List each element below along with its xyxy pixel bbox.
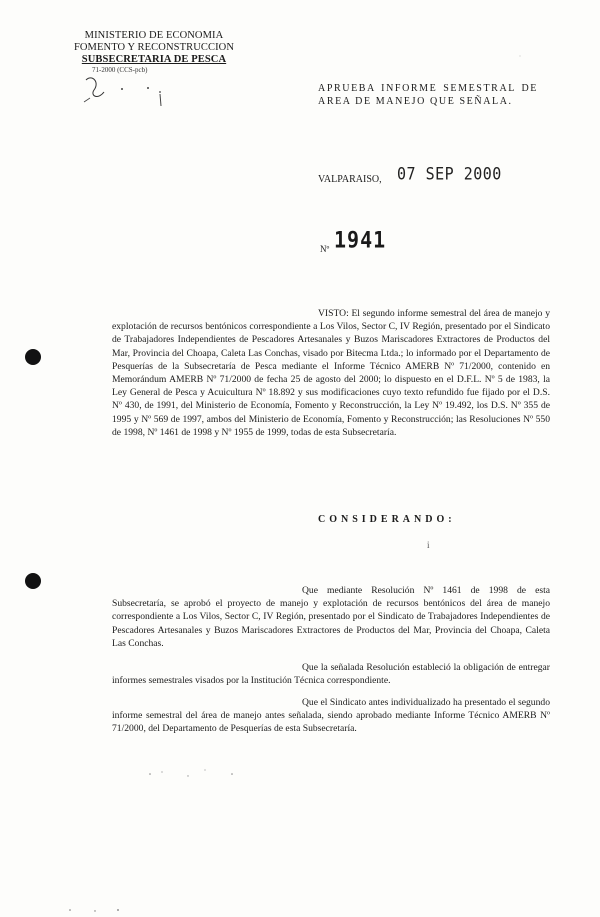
ministry-subtitle: FOMENTO Y RECONSTRUCCION: [73, 42, 235, 53]
reference-code: 71-2000 (CCS-pcb): [92, 66, 148, 74]
considerando-paragraph-2: Que la señalada Resolución estableció la obligación de entregar informes semestrales visados por la Institución Técnica correspondiente.: [112, 662, 550, 687]
visto-paragraph: VISTO: El segundo informe semestral del área de manejo y explotación de recursos bentónicos correspondiente a Los Vilos, Sector C, IV Región, presentado por el Sindicato de Trabajadores Independientes de Pescadores Artesanales y Buzos Mariscadores Extractores de Productos del Mar, Provincia del Choapa, Caleta Las Conchas, visado por Bitecma Ltda.; lo informado por el Departamento de Pesquerías de la Subsecretaría de Pesca mediante el Informe Técnico AMERB Nº 71/2000, contenido en Memorándum AMERB Nº 71/2000 de fecha 25 de agosto del 2000; lo dispuesto en el D.F.L. Nº 5 de 1983, la Ley General de Pesca y Acuicultura Nº 18.892 y sus modificaciones cuyo texto refundido fue fijado por el D.S. Nº 430, de 1991, del Ministerio de Economía, Fomento y Reconstrucción, la Ley Nº 19.492, los D.S. Nº 355 de 1995 y Nº 569 de 1997, ambos del Ministerio de Economía, Fomento y Reconstrucción; las Resoluciones Nº 550 de 1998, Nº 1461 de 1998 y Nº 1955 de 1999, todas de esta Subsecretaría.: [112, 308, 550, 438]
considerando-paragraph-1: Que mediante Resolución Nº 1461 de 1998 de esta Subsecretaría, se aprobó el proyecto de manejo y explotación de recursos bentónicos del área de manejo correspondiente a Los Vilos, Sector C, IV Región, presentado por el Sindicato de Trabajadores Independientes de Pescadores Artesanales y Buzos Mariscadores Extractores de Productos del Mar, Provincia del Choapa, Caleta Las Conchas.: [112, 585, 550, 649]
resolution-number-label: Nº: [320, 244, 330, 254]
ministry-name: MINISTERIO DE ECONOMIA: [84, 30, 224, 41]
subject-line-2: AREA DE MANEJO QUE SEÑALA.: [318, 96, 513, 107]
margin-mark: i: [427, 540, 430, 550]
undersecretariat-name: SUBSECRETARIA DE PESCA: [81, 54, 227, 65]
considerando-paragraph-3: Que el Sindicato antes individualizado ha presentado el segundo informe semestral del área de manejo antes señalada, siendo aprobado mediante Informe Técnico AMERB Nº 71/2000, del Departamento de Pesquerías de esta Subsecretaría.: [112, 697, 550, 735]
date-stamp: 07 SEP 2000: [397, 163, 502, 185]
resolution-number: 1941: [334, 226, 387, 254]
subject-line-1: APRUEBA INFORME SEMESTRAL DE: [318, 83, 538, 94]
considerando-heading: CONSIDERANDO:: [318, 514, 456, 525]
place-label: VALPARAISO,: [318, 174, 382, 185]
